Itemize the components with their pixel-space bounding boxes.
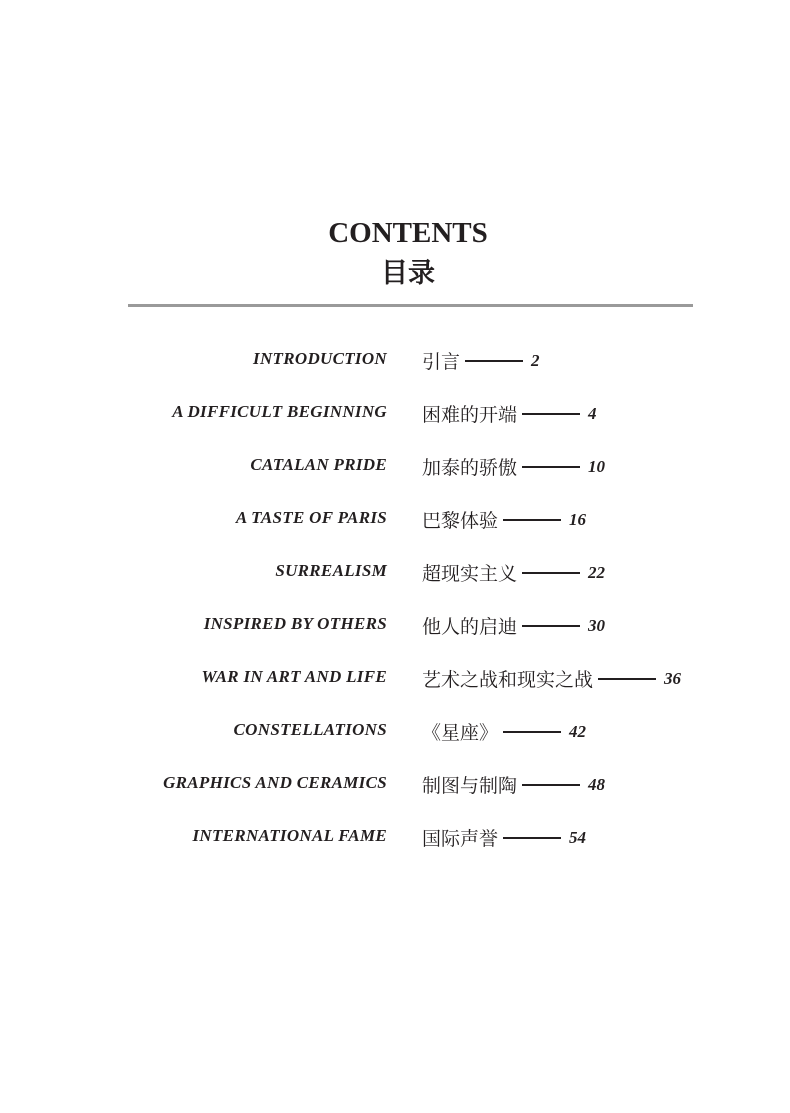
toc-entry-title: GRAPHICS AND CERAMICS bbox=[163, 773, 387, 792]
toc-entry-chinese-group bbox=[422, 824, 586, 851]
leader-line bbox=[522, 466, 580, 468]
toc-page-number: 42 bbox=[569, 721, 587, 741]
toc-entry-chinese-group bbox=[422, 400, 597, 427]
toc-entry-chinese-title: 艺术之战和现实之战 bbox=[422, 669, 594, 691]
toc-entry-chinese-group bbox=[422, 506, 586, 533]
toc-page-number: 48 bbox=[588, 774, 606, 794]
toc-entry-graphics-and-ceramics[interactable] bbox=[0, 764, 790, 817]
toc-page-number: 4 bbox=[588, 403, 597, 423]
toc-page-number: 30 bbox=[588, 615, 606, 635]
toc-entry-chinese-title: 制图与制陶 bbox=[422, 775, 518, 797]
leader-line bbox=[598, 678, 656, 680]
table-of-contents bbox=[0, 340, 790, 870]
toc-entry-inspired-by-others[interactable] bbox=[0, 605, 790, 658]
toc-entry-title: INTERNATIONAL FAME bbox=[192, 826, 387, 845]
leader-line bbox=[503, 519, 561, 521]
toc-entry-a-difficult-beginning[interactable] bbox=[0, 393, 790, 446]
leader-line bbox=[522, 625, 580, 627]
toc-entry-title: SURREALISM bbox=[275, 561, 387, 580]
leader-line bbox=[522, 784, 580, 786]
toc-entry-international-fame[interactable] bbox=[0, 817, 790, 870]
page-title: CONTENTS bbox=[328, 217, 488, 249]
toc-entry-war-in-art-and-life[interactable] bbox=[0, 658, 790, 711]
toc-entry-chinese-title: 引言 bbox=[422, 351, 461, 373]
toc-entry-surrealism[interactable] bbox=[0, 552, 790, 605]
toc-entry-constellations[interactable] bbox=[0, 711, 790, 764]
toc-entry-chinese-group bbox=[422, 718, 586, 745]
toc-entry-chinese-group bbox=[422, 665, 681, 692]
toc-page-number: 16 bbox=[569, 509, 587, 529]
toc-page-number: 36 bbox=[664, 668, 682, 688]
toc-entry-chinese-title: 《星座》 bbox=[422, 722, 499, 744]
toc-page-number: 54 bbox=[569, 827, 587, 847]
page-title-chinese: 目录 bbox=[381, 258, 435, 289]
toc-entry-chinese-group bbox=[422, 559, 605, 586]
toc-entry-title: INTRODUCTION bbox=[253, 349, 387, 368]
toc-entry-title: CONSTELLATIONS bbox=[233, 720, 387, 739]
toc-entry-chinese-group bbox=[422, 453, 605, 480]
leader-line bbox=[503, 837, 561, 839]
leader-line bbox=[465, 360, 523, 362]
leader-line bbox=[522, 572, 580, 574]
toc-entry-title: A TASTE OF PARIS bbox=[235, 508, 387, 527]
toc-entry-title: INSPIRED BY OTHERS bbox=[203, 614, 387, 633]
toc-page-number: 2 bbox=[531, 350, 540, 370]
toc-entry-title: WAR IN ART AND LIFE bbox=[201, 667, 387, 686]
toc-entry-chinese-title: 加泰的骄傲 bbox=[422, 457, 518, 479]
toc-entry-title: A DIFFICULT BEGINNING bbox=[172, 402, 387, 421]
toc-page-number: 10 bbox=[588, 456, 606, 476]
toc-entry-chinese-group bbox=[422, 771, 605, 798]
toc-page-number: 22 bbox=[588, 562, 606, 582]
toc-entry-title: CATALAN PRIDE bbox=[250, 455, 387, 474]
toc-entry-chinese-title: 巴黎体验 bbox=[422, 510, 499, 532]
toc-entry-introduction[interactable] bbox=[0, 340, 790, 393]
toc-entry-chinese-title: 困难的开端 bbox=[422, 404, 518, 426]
toc-entry-catalan-pride[interactable] bbox=[0, 446, 790, 499]
leader-line bbox=[522, 413, 580, 415]
toc-entry-a-taste-of-paris[interactable] bbox=[0, 499, 790, 552]
toc-entry-chinese-title: 国际声誉 bbox=[422, 828, 499, 850]
toc-entry-chinese-group bbox=[422, 347, 540, 374]
title-divider bbox=[128, 304, 693, 307]
leader-line bbox=[503, 731, 561, 733]
toc-entry-chinese-group bbox=[422, 612, 605, 639]
toc-entry-chinese-title: 他人的启迪 bbox=[422, 616, 518, 638]
toc-entry-chinese-title: 超现实主义 bbox=[422, 563, 518, 585]
